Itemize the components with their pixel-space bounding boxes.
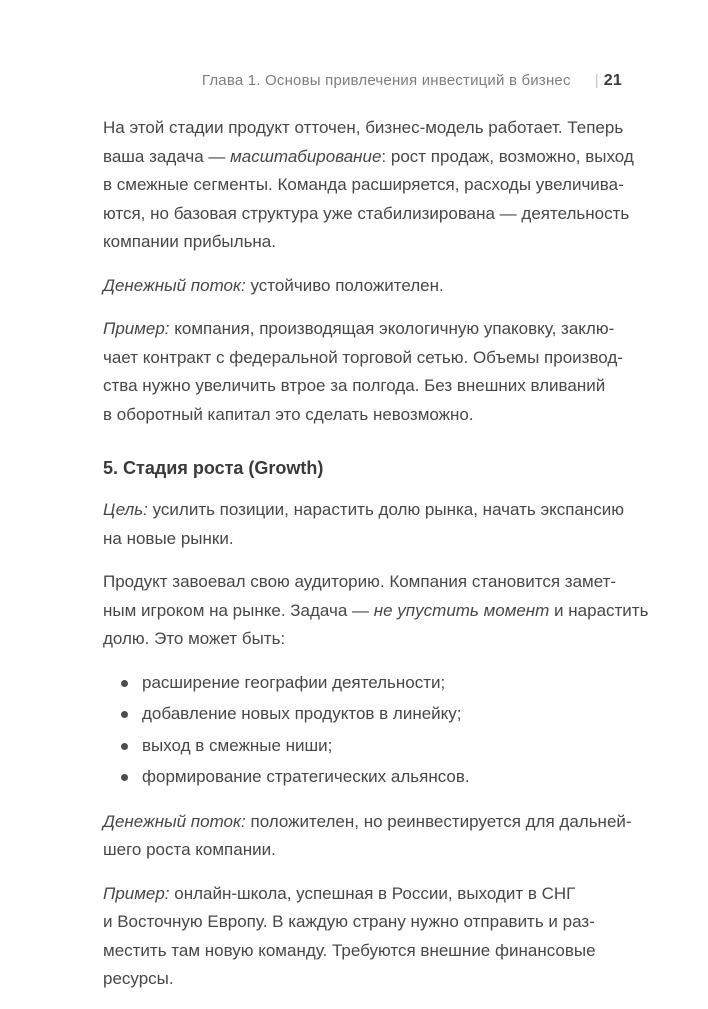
italic-text-run: не упустить момент [373,600,550,620]
paragraph [103,568,649,654]
list-item [103,763,633,792]
italic-text-run: Пример: [103,319,170,338]
text-run: ются, но базовая структура уже стабилизирована — деятельность [103,203,630,223]
paragraph [103,496,633,553]
running-head: Глава 1. Основы привлечения инвестиций в бизнес [201,72,571,89]
text-run: компании прибыльна. [103,232,276,251]
text-run: устойчиво положителен. [245,275,444,295]
text-run: и Восточную Европу. В каждую страну нужно отправить и раз- [103,912,595,931]
paragraph [103,272,633,301]
italic-text-run: Цель: [103,500,148,519]
page-number-separator: | [594,72,599,89]
list-item [103,700,633,729]
bullet-icon [121,711,128,718]
page-body [103,114,649,1009]
list-item-text: расширение географии деятельности; [142,672,446,692]
page-number: 21 [603,72,622,89]
page-header [0,71,622,91]
text-run: ваша задача — [103,146,231,166]
text-run: и нарастить [549,600,649,620]
text-run: онлайн-школа, успешная в России, выходит в СНГ [169,883,576,903]
italic-text-run: Денежный поток: [103,811,246,831]
text-run: компания, производящая экологичную упаковку, заклю- [169,319,615,338]
text-run: : рост продаж, возможно, выход [381,146,634,166]
italic-text-run: Пример: [103,883,170,903]
bullet-icon [121,774,128,781]
text-run: Продукт завоевал свою аудиторию. Компания становится замет- [103,572,617,591]
list-item-text: формирование стратегических альянсов. [142,767,470,786]
text-run: в оборотный капитал это сделать невозможно. [103,404,474,424]
list-item-text: выход в смежные ниши; [142,735,333,755]
list-item [103,669,633,698]
text-run: положителен, но реинвестируется для дальней- [245,811,632,831]
list-item-text: добавление новых продуктов в линейку; [142,704,462,723]
paragraph [103,114,633,257]
text-run: местить там новую команду. Требуются внешние финансовые [103,940,596,960]
bullet-icon [121,680,128,687]
paragraph [103,808,633,865]
text-run: на новые рынки. [103,528,234,548]
italic-text-run: Денежный поток: [103,275,246,295]
bullet-list [103,669,633,792]
text-run: чает контракт с федеральной торговой сетью. Объемы производ- [103,347,623,367]
text-run: ства нужно увеличить втрое за полгода. Без внешних вливаний [103,376,606,395]
list-item [103,732,633,761]
section-heading: 5. Стадия роста (Growth) [103,458,324,478]
text-run: в смежные сегменты. Команда расширяется, расходы увеличива- [103,175,624,194]
text-run: На этой стадии продукт отточен, бизнес-модель работает. Теперь [103,118,624,137]
text-run: усилить позиции, нарастить долю рынка, начать экспансию [147,500,625,519]
italic-text-run: масштабирование [230,146,382,166]
text-run: ным игроком на рынке. Задача — [103,600,374,620]
text-run: шего роста компании. [103,840,276,859]
paragraph [103,880,633,994]
text-run: долю. Это может быть: [103,629,286,648]
text-run: ресурсы. [103,969,174,988]
paragraph [103,315,633,429]
bullet-icon [121,743,128,750]
